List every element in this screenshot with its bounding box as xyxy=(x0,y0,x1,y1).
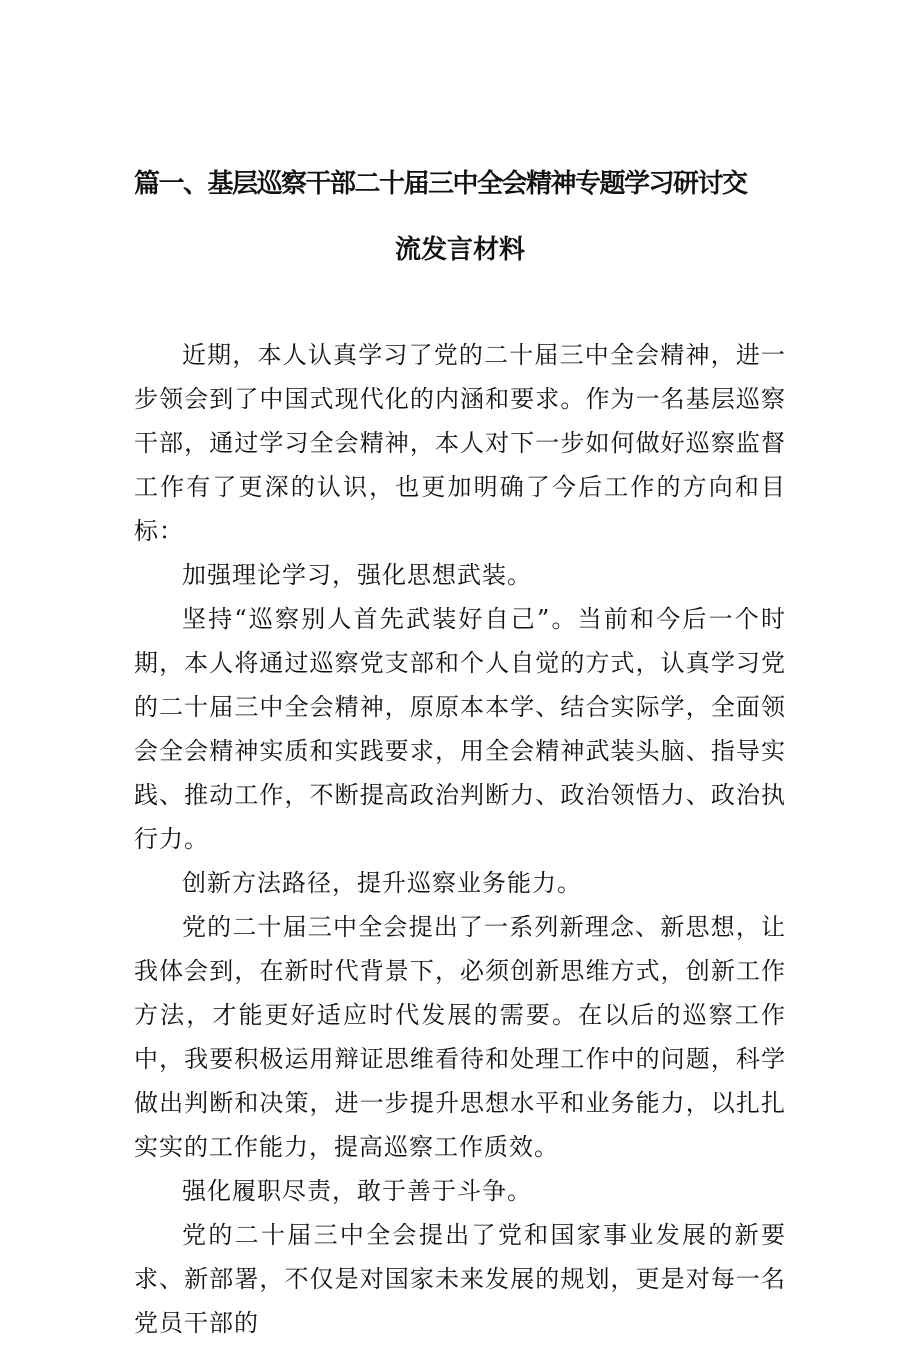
document-title-line-2: 流发言材料 xyxy=(394,235,525,265)
document-title-line-1: 篇一、基层巡察干部二十届三中全会精神专题学习研讨交 xyxy=(134,169,747,199)
paragraph-theory: 坚持“巡察别人首先武装好自己”。当前和今后一个时期，本人将通过巡察党支部和个人自觉的方式，认真学习党的二十届三中全会精神，原原本本学、结合实际学，全面领会全会精神实质和实践要求，用全会精神武装头脑、指导实践、推动工作，不断提高政治判断力、政治领悟力、政治执行力。 xyxy=(134,605,786,853)
paragraph-intro: 近期，本人认真学习了党的二十届三中全会精神，进一步领会到了中国式现代化的内涵和要求。作为一名基层巡察干部，通过学习全会精神，本人对下一步如何做好巡察监督工作有了更深的认识，也更加明确了今后工作的方向和目标： xyxy=(134,341,786,545)
paragraph-duty: 党的二十届三中全会提出了党和国家事业发展的新要求、新部署，不仅是对国家未来发展的规划，更是对每一名党员干部的 xyxy=(134,1221,786,1337)
paragraph-heading-method: 创新方法路径，提升巡察业务能力。 xyxy=(182,869,582,897)
paragraph-heading-theory: 加强理论学习，强化思想武装。 xyxy=(182,561,532,589)
paragraph-heading-duty: 强化履职尽责，敢于善于斗争。 xyxy=(182,1177,532,1205)
paragraph-method: 党的二十届三中全会提出了一系列新理念、新思想，让我体会到，在新时代背景下，必须创新思维方式，创新工作方法，才能更好适应时代发展的需要。在以后的巡察工作中，我要积极运用辩证思维看待和处理工作中的问题，科学做出判断和决策，进一步提升思想水平和业务能力，以扎扎实实的工作能力，提高巡察工作质效。 xyxy=(134,913,786,1161)
document-body xyxy=(134,333,786,1345)
